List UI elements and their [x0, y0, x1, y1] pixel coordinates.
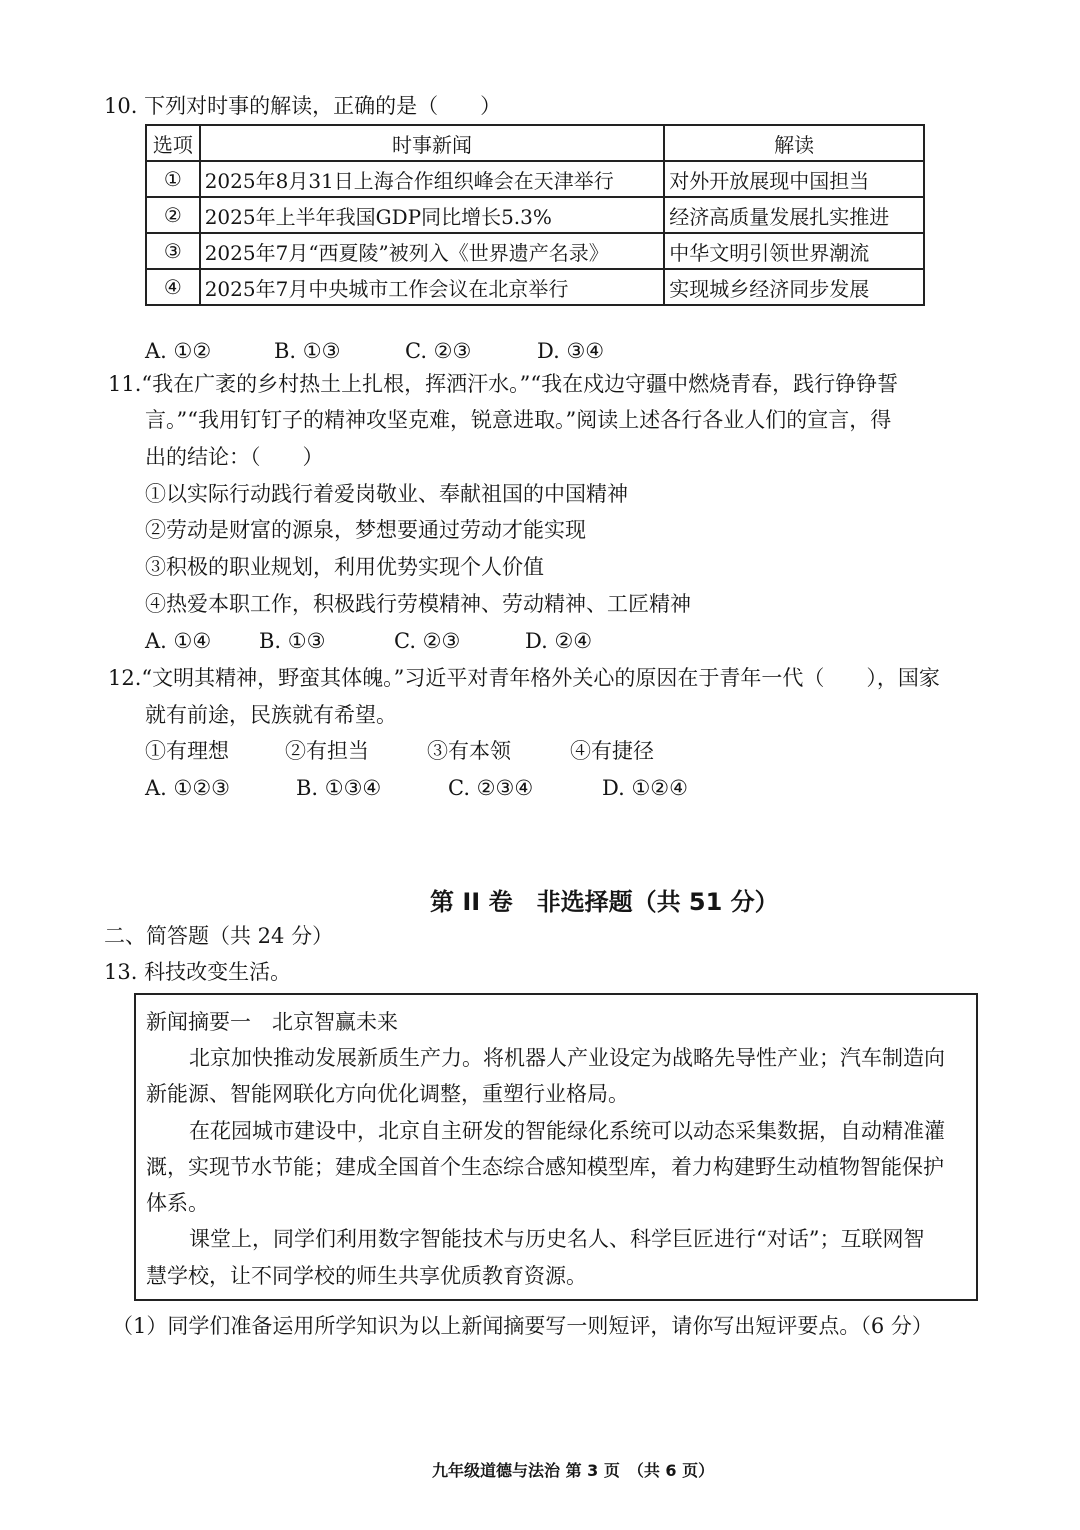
question-12-option-3: ③有本领: [427, 739, 511, 763]
news-excerpt-line: 北京加快推动发展新质生产力。将机器人产业设定为战略先导性产业；汽车制造向: [189, 1046, 945, 1070]
news-excerpt-line: 新能源、智能网联化方向优化调整，重塑行业格局。: [146, 1082, 629, 1106]
table-header-row: [146, 125, 924, 161]
table-header-option: 选项: [146, 125, 200, 161]
question-12-stem-line2: 就有前途，民族就有希望。: [145, 703, 397, 727]
table-header-news: 时事新闻: [200, 125, 665, 161]
table-row: [146, 269, 924, 305]
question-12-choice-c: C. ②③④: [448, 776, 534, 800]
question-12-choice-d: D. ①②④: [602, 776, 688, 800]
question-11-option-1: ①以实际行动践行着爱岗敬业、奉献祖国的中国精神: [145, 482, 628, 506]
page-footer: 九年级道德与法治 第 3 页 （共 6 页）: [432, 1461, 715, 1480]
news-excerpt-title: 新闻摘要一 北京智赢未来: [146, 1010, 398, 1034]
table-cell-interpretation: 中华文明引领世界潮流: [664, 233, 924, 269]
news-excerpt-line: 溉，实现节水节能；建成全国首个生态综合感知模型库，着力构建野生动植物智能保护: [146, 1155, 944, 1179]
part-2-title: 第 II 卷 非选择题（共 51 分）: [430, 888, 779, 916]
question-11-option-4: ④热爱本职工作，积极践行劳模精神、劳动精神、工匠精神: [145, 592, 691, 616]
question-12-option-1: ①有理想: [145, 739, 229, 763]
question-11-stem-line2: 言。”“我用钉钉子的精神攻坚克难，锐意进取。”阅读上述各行各业人们的宣言，得: [145, 408, 892, 432]
table-row: [146, 233, 924, 269]
table-cell-news: 2025年8月31日上海合作组织峰会在天津举行: [200, 161, 665, 197]
section-heading: 二、简答题（共 24 分）: [104, 924, 334, 948]
question-10-choice-c: C. ②③: [405, 339, 472, 363]
table-cell-news: 2025年7月中央城市工作会议在北京举行: [200, 269, 665, 305]
question-10-choice-b: B. ①③: [274, 339, 341, 363]
table-row: [146, 161, 924, 197]
table-cell-option: ④: [146, 269, 200, 305]
question-11-choice-b: B. ①③: [259, 629, 326, 653]
current-events-table: [145, 124, 925, 306]
question-12-option-4: ④有捷径: [570, 739, 654, 763]
news-excerpt-line: 在花园城市建设中，北京自主研发的智能绿化系统可以动态采集数据，自动精准灌: [189, 1119, 945, 1143]
news-excerpt-box: [134, 993, 978, 1301]
table-cell-option: ②: [146, 197, 200, 233]
table-cell-interpretation: 对外开放展现中国担当: [664, 161, 924, 197]
question-10-choice-d: D. ③④: [537, 339, 605, 363]
question-10-stem: 10. 下列对时事的解读，正确的是（ ）: [104, 94, 502, 118]
question-12-choice-b: B. ①③④: [296, 776, 382, 800]
question-12-option-2: ②有担当: [285, 739, 369, 763]
table-cell-option: ①: [146, 161, 200, 197]
question-12-choice-a: A. ①②③: [145, 776, 230, 800]
question-13-stem: 13. 科技改变生活。: [104, 960, 292, 984]
question-11-stem-line1: 11.“我在广袤的乡村热土上扎根，挥洒汗水。”“我在戍边守疆中燃烧青春，践行铮铮誓: [108, 372, 899, 396]
question-11-option-2: ②劳动是财富的源泉，梦想要通过劳动才能实现: [145, 518, 586, 542]
question-11-option-3: ③积极的职业规划，利用优势实现个人价值: [145, 555, 544, 579]
table-cell-option: ③: [146, 233, 200, 269]
table-cell-interpretation: 经济高质量发展扎实推进: [664, 197, 924, 233]
table-row: [146, 197, 924, 233]
table-header-interpretation: 解读: [664, 125, 924, 161]
question-11-choice-a: A. ①④: [145, 629, 212, 653]
table-cell-news: 2025年上半年我国GDP同比增长5.3%: [200, 197, 665, 233]
news-excerpt-line: 体系。: [146, 1191, 209, 1215]
table-cell-news: 2025年7月“西夏陵”被列入《世界遗产名录》: [200, 233, 665, 269]
news-excerpt-line: 课堂上，同学们利用数字智能技术与历史名人、科学巨匠进行“对话”；互联网智: [189, 1227, 925, 1251]
question-10-choice-a: A. ①②: [145, 339, 212, 363]
question-12-stem-line1: 12.“文明其精神，野蛮其体魄。”习近平对青年格外关心的原因在于青年一代（ ），国家: [108, 666, 940, 690]
question-11-stem-line3: 出的结论：（ ）: [145, 445, 324, 469]
table-cell-interpretation: 实现城乡经济同步发展: [664, 269, 924, 305]
news-excerpt-line: 慧学校，让不同学校的师生共享优质教育资源。: [146, 1264, 587, 1288]
sub-question-1: （1）同学们准备运用所学知识为以上新闻摘要写一则短评，请你写出短评要点。（6 分）: [112, 1314, 933, 1338]
question-11-choice-d: D. ②④: [525, 629, 593, 653]
question-11-choice-c: C. ②③: [394, 629, 461, 653]
